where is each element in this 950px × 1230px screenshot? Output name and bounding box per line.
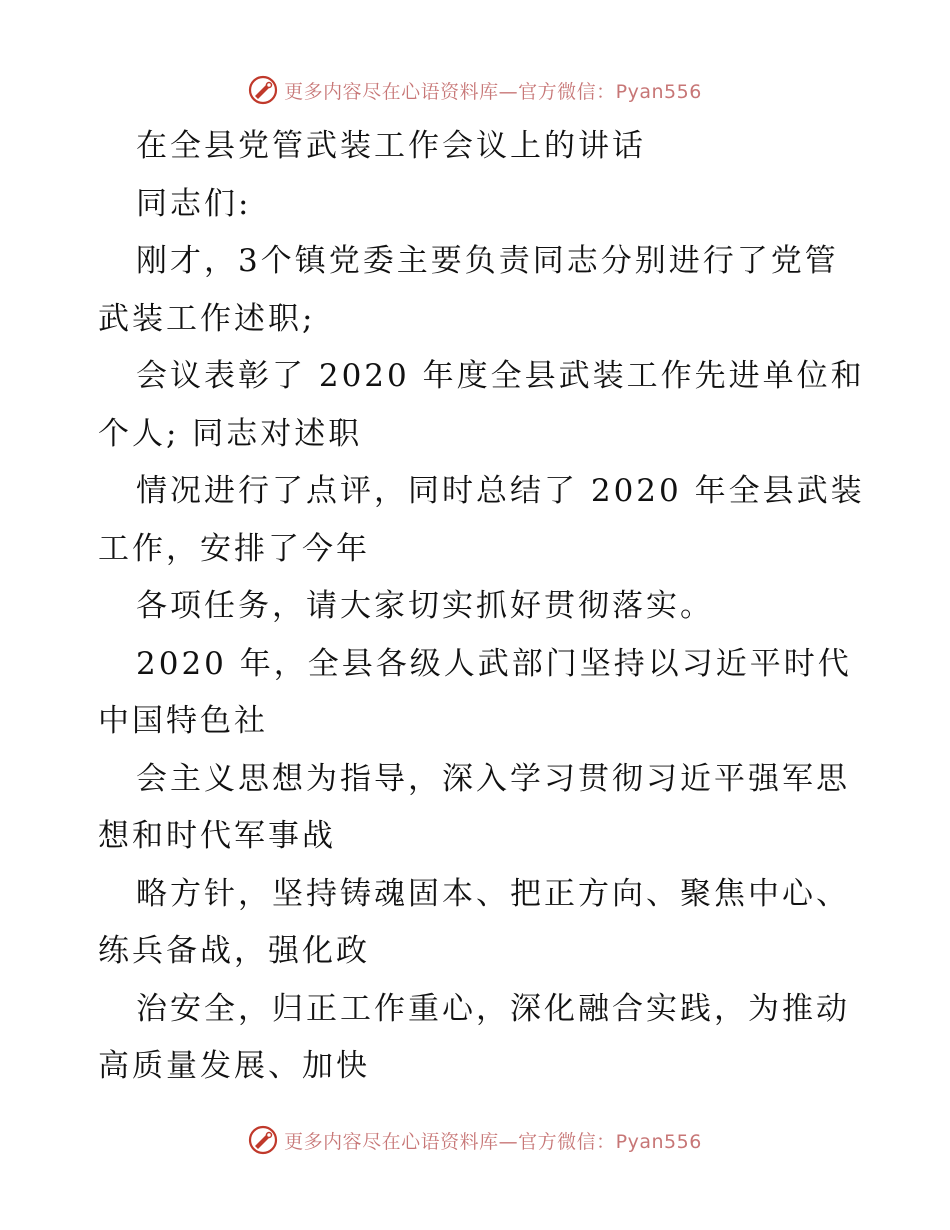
document-title: 在全县党管武装工作会议上的讲话 xyxy=(136,128,646,164)
paragraph-line: 各项任务，请大家切实抓好贯彻落实。 xyxy=(136,588,714,624)
paragraph-line: 武装工作述职; xyxy=(98,300,316,337)
document-body xyxy=(98,118,865,1096)
paragraph-line: 个人; 同志对述职 xyxy=(98,415,363,452)
paragraph-line: 略方针，坚持铸魂固本、把正方向、聚焦中心、 xyxy=(136,875,850,912)
paragraph-line: 治安全，归正工作重心，深化融合实践，为推动 xyxy=(136,990,850,1027)
paragraph-line: 工作，安排了今年 xyxy=(98,530,370,567)
paragraph-line: 刚才，3个镇党委主要负责同志分别进行了党管 xyxy=(136,243,839,279)
paragraph-line: 高质量发展、加快 xyxy=(98,1048,370,1084)
paragraph-line: 情况进行了点评，同时总结了 2020 年全县武装 xyxy=(136,473,865,509)
paragraph-line: 2020 年，全县各级人武部门坚持以习近平时代 xyxy=(136,645,852,682)
header-watermark xyxy=(0,70,950,110)
watermark-text: 更多内容尽在心语资料库—官方微信：Pyan556 xyxy=(284,80,702,103)
paragraph-line: 会议表彰了 2020 年度全县武装工作先进单位和 xyxy=(136,358,865,394)
salutation: 同志们: xyxy=(136,185,252,222)
pen-nib-circle-icon xyxy=(248,75,278,105)
paragraph-line: 练兵备战，强化政 xyxy=(98,933,370,969)
footer-watermark xyxy=(0,1120,950,1160)
paragraph-line: 中国特色社 xyxy=(98,703,268,739)
paragraph-line: 会主义思想为指导，深入学习贯彻习近平强军思 xyxy=(136,760,850,797)
paragraph-line: 想和时代军事战 xyxy=(98,818,336,854)
pen-nib-circle-icon xyxy=(248,1125,278,1155)
watermark-text: 更多内容尽在心语资料库—官方微信：Pyan556 xyxy=(284,1130,702,1153)
